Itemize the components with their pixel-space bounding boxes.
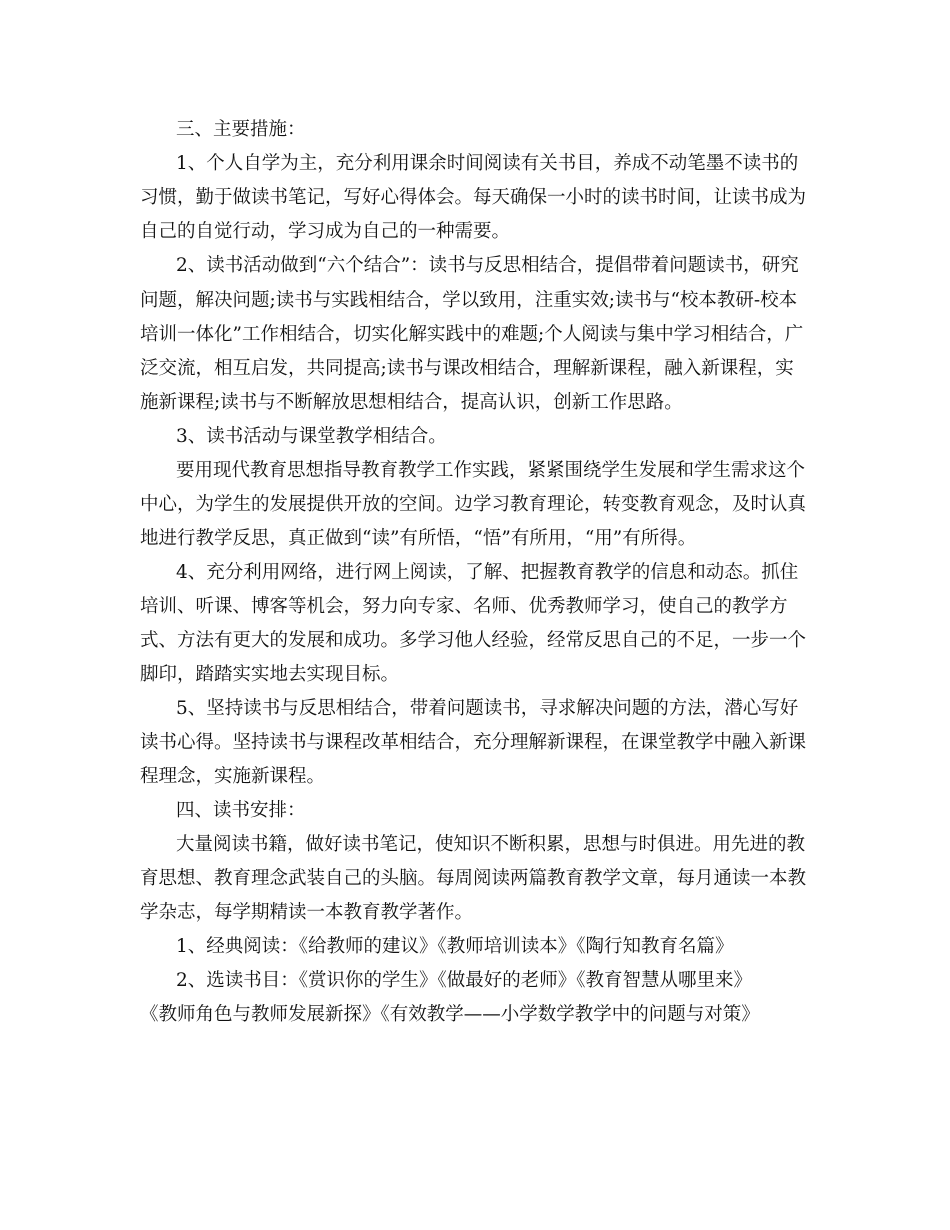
text-line: 施新课程;读书与不断解放思想相结合，提高认识，创新工作思路。 [140,392,683,413]
text-line: 2、读书活动做到“六个结合”：读书与反思相结合，提倡带着问题读书，研究 [176,255,799,276]
text-line: 程理念，实施新课程。 [140,766,326,787]
heading-reading-schedule: 四、读书安排： [176,800,306,821]
text-line: 学杂志，每学期精读一本教育教学著作。 [140,902,474,923]
heading-main-measures: 三、主要措施： [176,119,306,140]
text-line: 3、读书活动与课堂教学相结合。 [176,426,447,447]
text-line: 《教师角色与教师发展新探》《有效教学——小学数学教学中的问题与对策》 [140,1004,760,1025]
text-line: 4、充分利用网络，进行网上阅读，了解、把握教育教学的信息和动态。抓住 [176,562,799,583]
text-line: 要用现代教育思想指导教育教学工作实践，紧紧围绕学生发展和学生需求这个 [176,460,806,481]
text-line: 大量阅读书籍，做好读书笔记，使知识不断积累，思想与时俱进。用先进的教 [176,834,806,855]
text-line: 育思想、教育理念武装自己的头脑。每周阅读两篇教育教学文章，每月通读一本教 [140,868,807,889]
text-line: 自己的自觉行动，学习成为自己的一种需要。 [140,221,511,242]
text-line: 培训一体化”工作相结合，切实化解实践中的难题;个人阅读与集中学习相结合，广 [140,324,804,345]
text-line: 2、选读书目：《赏识你的学生》《做最好的老师》《教育智慧从哪里来》 [176,970,753,991]
text-line: 脚印，踏踏实实地去实现目标。 [140,664,400,685]
text-line: 1、经典阅读：《给教师的建议》《教师培训读本》《陶行知教育名篇》 [176,936,734,957]
text-line: 问题，解决问题;读书与实践相结合，学以致用，注重实效;读书与“校本教研-校本 [140,290,798,311]
text-line: 式、方法有更大的发展和成功。多学习他人经验，经常反思自己的不足，一步一个 [140,630,807,651]
text-line: 1、个人自学为主，充分利用课余时间阅读有关书目，养成不动笔墨不读书的 [176,153,799,174]
text-line: 培训、听课、博客等机会，努力向专家、名师、优秀教师学习，使自己的教学方 [140,596,788,617]
text-line: 习惯，勤于做读书笔记，写好心得体会。每天确保一小时的读书时间，让读书成为 [140,187,807,208]
text-line: 5、坚持读书与反思相结合，带着问题读书，寻求解决问题的方法，潜心写好 [176,698,799,719]
text-line: 中心，为学生的发展提供开放的空间。边学习教育理论，转变教育观念，及时认真 [140,494,807,515]
text-line: 读书心得。坚持读书与课程改革相结合，充分理解新课程，在课堂教学中融入新课 [140,732,807,753]
text-line: 地进行教学反思，真正做到“读”有所悟，“悟”有所用，“用”有所得。 [140,528,697,549]
text-line: 泛交流，相互启发，共同提高;读书与课改相结合，理解新课程，融入新课程，实 [140,358,794,379]
